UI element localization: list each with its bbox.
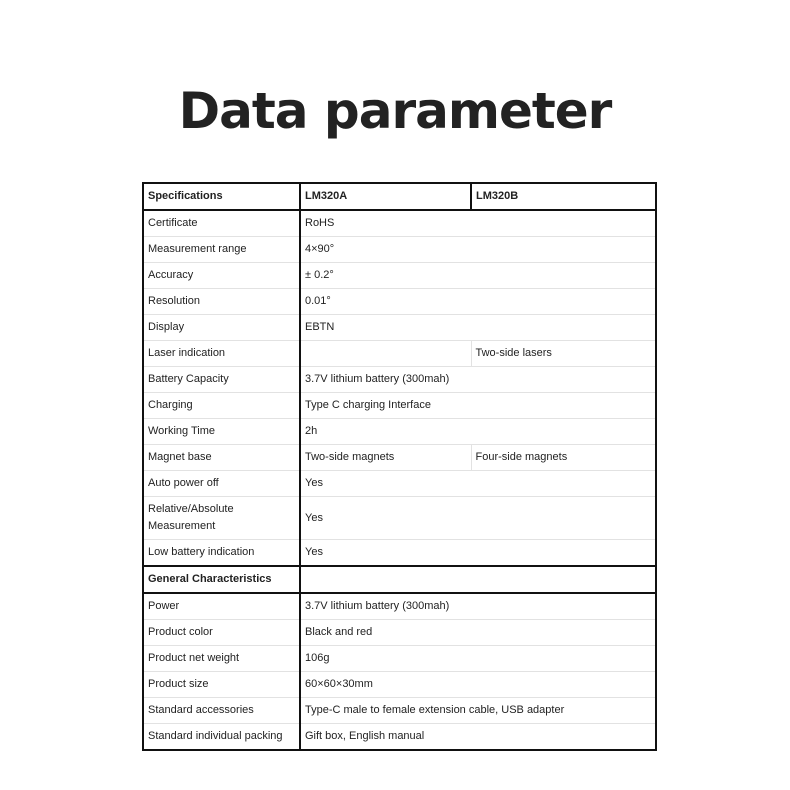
table-row: [143, 393, 656, 419]
row-value: Yes: [300, 540, 656, 567]
row-label: Resolution: [143, 289, 300, 315]
row-label: Measurement range: [143, 237, 300, 263]
table-row: [143, 210, 656, 237]
table-row: [143, 237, 656, 263]
row-label: Accuracy: [143, 263, 300, 289]
row-label: Product color: [143, 620, 300, 646]
row-label: Relative/Absolute Measurement: [143, 497, 300, 540]
header-specifications: Specifications: [143, 183, 300, 210]
table-row: [143, 471, 656, 497]
row-value: ± 0.2°: [300, 263, 656, 289]
row-label: Product size: [143, 672, 300, 698]
table-row: [143, 263, 656, 289]
row-value-b: Four-side magnets: [471, 445, 656, 471]
table-row: [143, 724, 656, 751]
row-label: Laser indication: [143, 341, 300, 367]
row-value: Black and red: [300, 620, 656, 646]
table-row: [143, 497, 656, 540]
table-row: [143, 445, 656, 471]
row-value: Yes: [300, 471, 656, 497]
table-row: [143, 620, 656, 646]
table-row: [143, 698, 656, 724]
table-header-row: [143, 183, 656, 210]
row-value: 3.7V lithium battery (300mah): [300, 593, 656, 620]
spec-table: [142, 182, 657, 751]
row-label: Low battery indication: [143, 540, 300, 567]
row-value: 3.7V lithium battery (300mah): [300, 367, 656, 393]
table-row: [143, 672, 656, 698]
row-label: Power: [143, 593, 300, 620]
table-row: [143, 315, 656, 341]
row-value: Type C charging Interface: [300, 393, 656, 419]
row-value: Gift box, English manual: [300, 724, 656, 751]
table-row: [143, 419, 656, 445]
row-label: Certificate: [143, 210, 300, 237]
row-value: RoHS: [300, 210, 656, 237]
row-value: Yes: [300, 497, 656, 540]
table-row: [143, 367, 656, 393]
row-label: Charging: [143, 393, 300, 419]
row-value: 4×90°: [300, 237, 656, 263]
row-label: Standard individual packing: [143, 724, 300, 751]
row-label: Standard accessories: [143, 698, 300, 724]
section-header-row: [143, 566, 656, 593]
row-label: Magnet base: [143, 445, 300, 471]
header-model-a: LM320A: [300, 183, 471, 210]
row-value: Type-C male to female extension cable, USB adapter: [300, 698, 656, 724]
row-value-a: [300, 341, 471, 367]
table-row: [143, 341, 656, 367]
page-title: Data parameter: [178, 82, 612, 140]
row-label: Auto power off: [143, 471, 300, 497]
row-value-b: Two-side lasers: [471, 341, 656, 367]
row-value: 0.01°: [300, 289, 656, 315]
table-row: [143, 540, 656, 567]
row-value-a: Two-side magnets: [300, 445, 471, 471]
row-label: Display: [143, 315, 300, 341]
row-value: 106g: [300, 646, 656, 672]
section-heading: General Characteristics: [143, 566, 300, 593]
row-label: Working Time: [143, 419, 300, 445]
row-label: Battery Capacity: [143, 367, 300, 393]
row-value: EBTN: [300, 315, 656, 341]
row-value: 60×60×30mm: [300, 672, 656, 698]
table-row: [143, 289, 656, 315]
table-row: [143, 646, 656, 672]
row-label: Product net weight: [143, 646, 300, 672]
header-model-b: LM320B: [471, 183, 656, 210]
table-row: [143, 593, 656, 620]
row-value: 2h: [300, 419, 656, 445]
section-empty-cell: [300, 566, 656, 593]
